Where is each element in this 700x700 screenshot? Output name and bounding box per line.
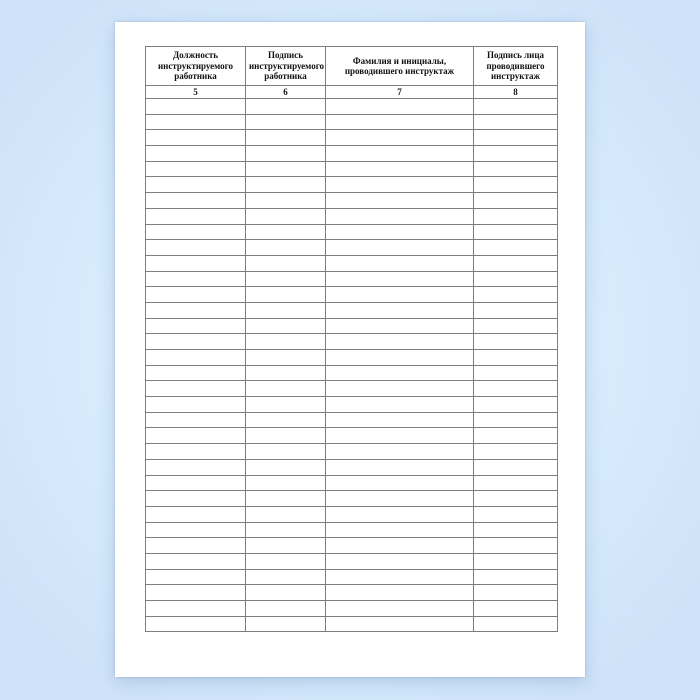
table-row (146, 255, 558, 271)
table-cell (474, 491, 558, 507)
table-cell (246, 193, 326, 209)
table-cell (246, 208, 326, 224)
column-number-7: 7 (326, 86, 474, 99)
table-cell (146, 99, 246, 115)
table-cell (146, 616, 246, 632)
table-cell (146, 130, 246, 146)
table-cell (474, 459, 558, 475)
column-number-5: 5 (146, 86, 246, 99)
table-cell (326, 99, 474, 115)
table-cell (326, 193, 474, 209)
table-cell (246, 569, 326, 585)
table-cell (474, 114, 558, 130)
table-row (146, 616, 558, 632)
table-row (146, 365, 558, 381)
table-cell (326, 318, 474, 334)
table-row (146, 302, 558, 318)
table-cell (474, 553, 558, 569)
table-cell (146, 459, 246, 475)
table-cell (246, 114, 326, 130)
table-cell (146, 161, 246, 177)
table-cell (246, 287, 326, 303)
table-cell (146, 522, 246, 538)
table-cell (474, 365, 558, 381)
table-cell (326, 553, 474, 569)
table-cell (246, 350, 326, 366)
table-cell (474, 538, 558, 554)
table-cell (474, 616, 558, 632)
table-cell (474, 381, 558, 397)
table-cell (474, 177, 558, 193)
table-row (146, 287, 558, 303)
table-cell (246, 224, 326, 240)
table-cell (246, 271, 326, 287)
table-cell (146, 365, 246, 381)
table-cell (246, 177, 326, 193)
table-cell (474, 240, 558, 256)
table-cell (146, 271, 246, 287)
table-cell (146, 240, 246, 256)
table-row (146, 161, 558, 177)
table-cell (326, 161, 474, 177)
table-cell (474, 585, 558, 601)
table-cell (326, 350, 474, 366)
column-header-6: Подпись инструктируемого работника (246, 47, 326, 86)
table-cell (246, 522, 326, 538)
table-row (146, 318, 558, 334)
table-row (146, 569, 558, 585)
table-cell (474, 130, 558, 146)
table-cell (326, 271, 474, 287)
table-cell (326, 334, 474, 350)
table-row (146, 208, 558, 224)
table-cell (326, 287, 474, 303)
table-cell (146, 208, 246, 224)
table-cell (474, 350, 558, 366)
column-number-8: 8 (474, 86, 558, 99)
table-cell (326, 412, 474, 428)
column-header-5: Должность инструктируемого работника (146, 47, 246, 86)
table-cell (246, 491, 326, 507)
table-cell (474, 475, 558, 491)
table-row (146, 459, 558, 475)
table-cell (146, 601, 246, 617)
table-cell (474, 569, 558, 585)
table-cell (326, 302, 474, 318)
table-cell (146, 287, 246, 303)
table-cell (146, 538, 246, 554)
table-cell (246, 475, 326, 491)
table-cell (146, 193, 246, 209)
table-cell (146, 444, 246, 460)
table-cell (326, 240, 474, 256)
table-cell (146, 302, 246, 318)
table-cell (246, 302, 326, 318)
column-header-7: Фамилия и инициалы, проводившего инструктаж (326, 47, 474, 86)
table-cell (246, 553, 326, 569)
table-cell (474, 208, 558, 224)
table-cell (326, 522, 474, 538)
table-cell (246, 538, 326, 554)
table-cell (146, 146, 246, 162)
table-cell (474, 161, 558, 177)
table-cell (146, 428, 246, 444)
document-page (115, 22, 585, 677)
table-row (146, 585, 558, 601)
table-cell (246, 130, 326, 146)
table-row (146, 193, 558, 209)
table-row (146, 350, 558, 366)
column-numbers-row (146, 86, 558, 99)
table-row (146, 397, 558, 413)
table-row (146, 381, 558, 397)
table-cell (474, 287, 558, 303)
table-cell (326, 459, 474, 475)
table-cell (246, 459, 326, 475)
table-cell (146, 334, 246, 350)
table-cell (326, 177, 474, 193)
table-cell (146, 412, 246, 428)
table-row (146, 99, 558, 115)
table-cell (146, 506, 246, 522)
table-cell (326, 381, 474, 397)
table-cell (146, 381, 246, 397)
table-cell (246, 318, 326, 334)
table-row (146, 475, 558, 491)
table-cell (326, 428, 474, 444)
table-cell (146, 114, 246, 130)
table-cell (474, 146, 558, 162)
table-cell (246, 240, 326, 256)
table-cell (146, 569, 246, 585)
table-cell (474, 271, 558, 287)
table-cell (326, 365, 474, 381)
table-row (146, 224, 558, 240)
table-cell (474, 522, 558, 538)
column-number-6: 6 (246, 86, 326, 99)
table-cell (246, 444, 326, 460)
table-cell (326, 601, 474, 617)
table-head (146, 47, 558, 99)
table-cell (326, 538, 474, 554)
table-cell (474, 334, 558, 350)
table-row (146, 601, 558, 617)
table-cell (246, 381, 326, 397)
table-cell (146, 350, 246, 366)
table-row (146, 522, 558, 538)
table-cell (326, 114, 474, 130)
table-cell (326, 585, 474, 601)
table-row (146, 271, 558, 287)
table-cell (326, 146, 474, 162)
table-cell (326, 397, 474, 413)
table-cell (326, 224, 474, 240)
column-header-8: Подпись лица проводившего инструктаж (474, 47, 558, 86)
table-row (146, 444, 558, 460)
table-cell (326, 255, 474, 271)
table-cell (474, 444, 558, 460)
table-cell (326, 569, 474, 585)
table-cell (246, 585, 326, 601)
table-cell (246, 616, 326, 632)
table-cell (246, 506, 326, 522)
table-row (146, 491, 558, 507)
table-cell (474, 193, 558, 209)
table-row (146, 114, 558, 130)
table-row (146, 146, 558, 162)
table-cell (146, 177, 246, 193)
table-cell (146, 491, 246, 507)
table-cell (326, 130, 474, 146)
table-cell (326, 475, 474, 491)
table-cell (474, 224, 558, 240)
table-cell (246, 99, 326, 115)
table-cell (146, 397, 246, 413)
table-cell (326, 616, 474, 632)
table-cell (146, 224, 246, 240)
table-cell (246, 255, 326, 271)
table-cell (474, 302, 558, 318)
table-row (146, 240, 558, 256)
table-cell (474, 412, 558, 428)
table-cell (474, 601, 558, 617)
table-cell (246, 146, 326, 162)
table-cell (146, 318, 246, 334)
table-row (146, 130, 558, 146)
table-cell (246, 601, 326, 617)
table-cell (246, 365, 326, 381)
table-cell (474, 397, 558, 413)
table-row (146, 538, 558, 554)
table-cell (474, 99, 558, 115)
table-cell (326, 444, 474, 460)
table-cell (146, 553, 246, 569)
table-cell (246, 412, 326, 428)
table-cell (246, 334, 326, 350)
table-cell (246, 397, 326, 413)
table-row (146, 506, 558, 522)
table-cell (146, 255, 246, 271)
table-cell (246, 428, 326, 444)
table-cell (246, 161, 326, 177)
table-row (146, 177, 558, 193)
table-row (146, 553, 558, 569)
header-row (146, 47, 558, 86)
table-row (146, 334, 558, 350)
table-row (146, 428, 558, 444)
table-cell (326, 491, 474, 507)
table-cell (474, 506, 558, 522)
briefing-log-table (145, 46, 558, 632)
table-cell (326, 208, 474, 224)
table-cell (474, 428, 558, 444)
table-cell (146, 475, 246, 491)
table-cell (146, 585, 246, 601)
table-row (146, 412, 558, 428)
table-body (146, 99, 558, 632)
table-cell (326, 506, 474, 522)
table-cell (474, 255, 558, 271)
table-cell (474, 318, 558, 334)
